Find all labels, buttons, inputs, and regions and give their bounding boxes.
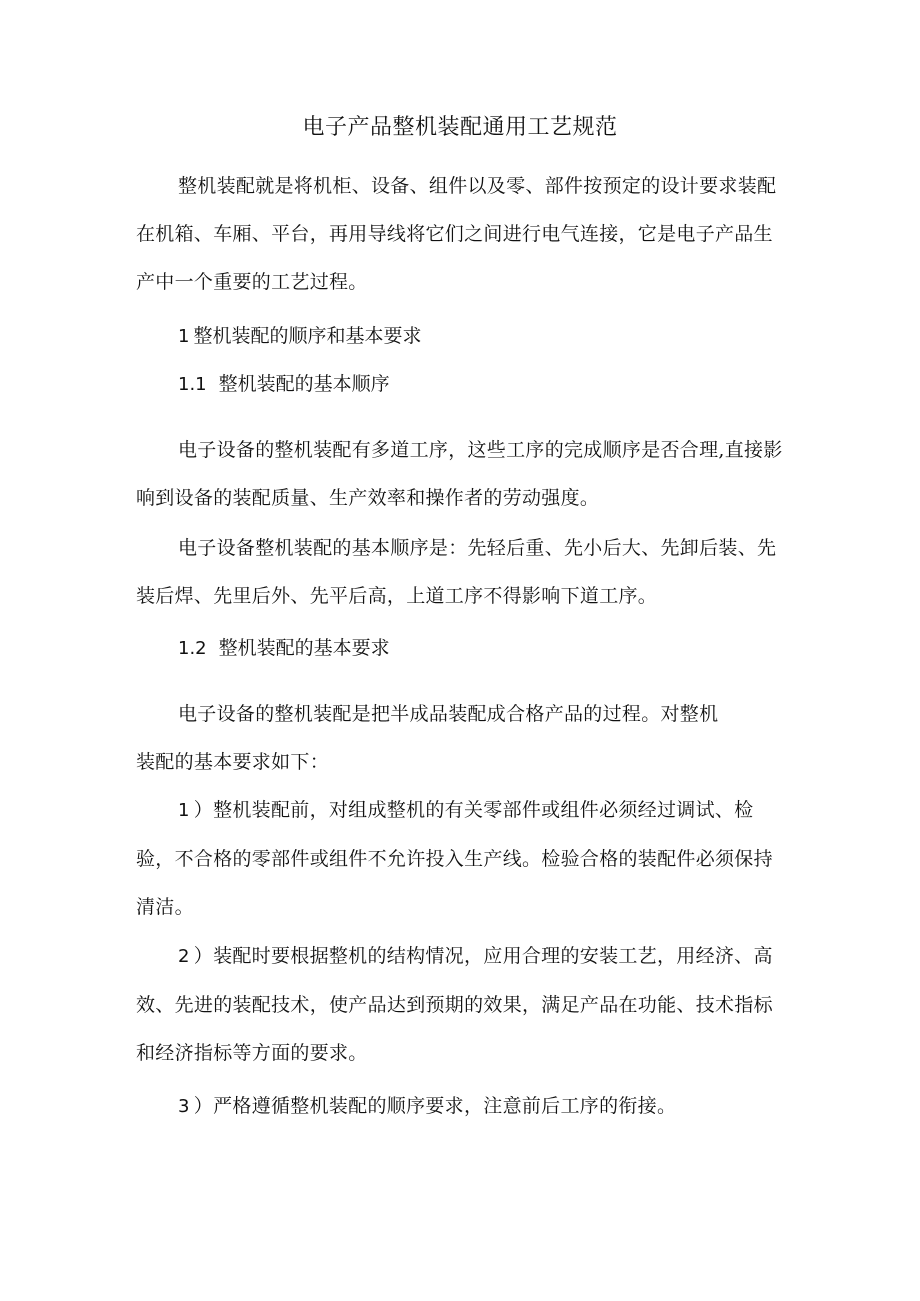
intro-paragraph: 整机装配就是将机柜、设备、组件以及零、部件按预定的设计要求装配在机箱、车厢、平台，再用导线将它们之间进行电气连接，它是电子产品生产中一个重要的工艺过程。 [136, 175, 777, 293]
requirement-item-1-text: 整机装配前，对组成整机的有关零部件或组件必须经过调试、检验，不合格的零部件或组件不允许投入生产线。检验合格的装配件必须保持清洁。 [136, 799, 773, 918]
document-title: 电子产品整机装配通用工艺规范 [302, 115, 618, 140]
section-1-1-paragraph-2: 电子设备整机装配的基本顺序是：先轻后重、先小后大、先卸后装、先装后焊、先里后外、先平后高，上道工序不得影响下道工序。 [136, 537, 777, 607]
section-1-2-title: 整机装配的基本要求 [218, 637, 390, 659]
section-1-2-paragraph-1-line-2: 装配的基本要求如下： [136, 751, 330, 773]
requirement-item-3-marker: ） [193, 1095, 214, 1117]
section-1-2-paragraph-1 [136, 690, 792, 786]
section-1-2-paragraph-1-line-1: 电子设备的整机装配是把半成品装配成合格产品的过程。对整机 [178, 703, 719, 725]
section-1-title: 整机装配的顺序和基本要求 [193, 325, 422, 347]
section-1-1-title: 整机装配的基本顺序 [218, 373, 390, 395]
requirement-item-1-number: 1 [178, 800, 190, 821]
requirement-item-3-text: 严格遵循整机装配的顺序要求，注意前后工序的衔接。 [213, 1095, 677, 1117]
requirement-item-1 [136, 786, 792, 931]
requirement-item-2-number: 2 [178, 946, 190, 967]
requirement-item-3-number: 3 [178, 1096, 190, 1117]
section-1-2-number: 1.2 [178, 638, 207, 659]
section-1-heading [178, 312, 421, 361]
section-1-1-paragraph-1: 电子设备的整机装配有多道工序，这些工序的完成顺序是否合理,直接影响到设备的装配质量、生产效率和操作者的劳动强度。 [136, 439, 783, 509]
section-1-1-number: 1.1 [178, 374, 207, 395]
requirement-item-3 [136, 1082, 792, 1131]
requirement-item-2 [136, 932, 792, 1077]
section-1-number: 1 [178, 326, 190, 347]
section-1-1-heading [178, 360, 390, 409]
requirement-item-1-marker: ） [193, 799, 214, 821]
requirement-item-2-text: 装配时要根据整机的结构情况，应用合理的安装工艺，用经济、高效、先进的装配技术，使产品达到预期的效果，满足产品在功能、技术指标和经济指标等方面的要求。 [136, 945, 773, 1064]
section-1-2-heading [178, 624, 390, 673]
requirement-item-2-marker: ） [193, 945, 214, 967]
